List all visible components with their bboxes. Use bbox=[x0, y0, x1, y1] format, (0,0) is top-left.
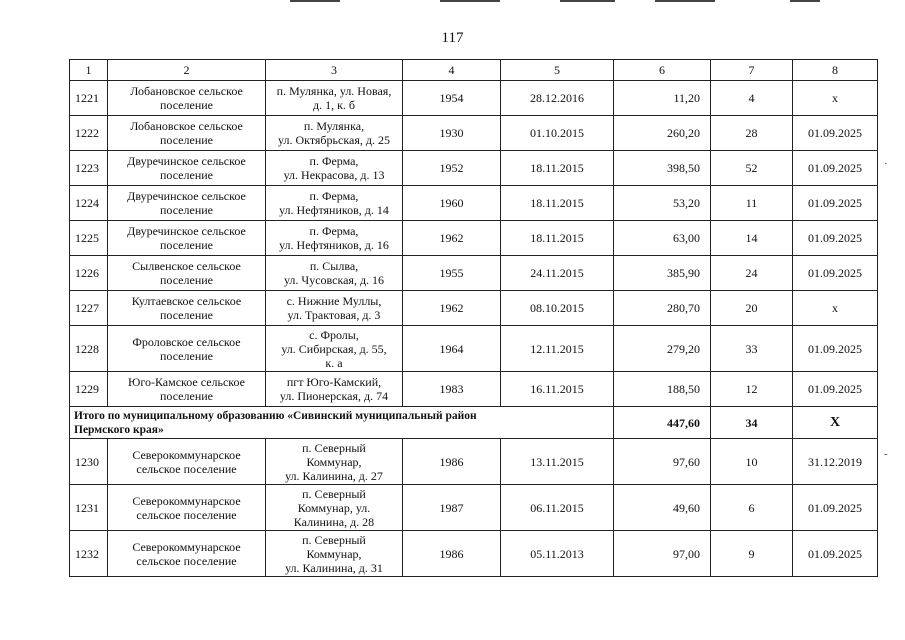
date: 16.11.2015 bbox=[501, 372, 614, 407]
top-rule-1 bbox=[290, 0, 340, 2]
settlement-name bbox=[108, 81, 266, 116]
count: 28 bbox=[711, 116, 793, 151]
row-number: 1228 bbox=[70, 326, 108, 372]
column-header: 1 bbox=[70, 60, 108, 81]
address-line: ул. Пионерская, д. 74 bbox=[279, 389, 389, 403]
address-line: ул. Некрасова, д. 13 bbox=[283, 168, 385, 182]
address bbox=[266, 531, 403, 577]
address-line: п. Ферма, bbox=[309, 189, 359, 203]
row-number: 1225 bbox=[70, 221, 108, 256]
address-line: п. Ферма, bbox=[309, 154, 359, 168]
table-row bbox=[70, 81, 878, 116]
count: 4 bbox=[711, 81, 793, 116]
address bbox=[266, 256, 403, 291]
settlement-name-line: сельское поселение bbox=[136, 553, 237, 568]
area: 11,20 bbox=[614, 81, 711, 116]
settlement-name-line: Двуречинское сельское bbox=[127, 154, 246, 168]
year: 1952 bbox=[403, 151, 501, 186]
settlement-name-line: поселение bbox=[159, 133, 213, 147]
date: 28.12.2016 bbox=[501, 81, 614, 116]
deadline: 01.09.2025 bbox=[793, 256, 878, 291]
total-label-line: Пермского края» bbox=[74, 423, 164, 436]
settlement-name-line: Сылвенское сельское bbox=[132, 259, 241, 273]
row-number: 1224 bbox=[70, 186, 108, 221]
deadline: 01.09.2025 bbox=[793, 151, 878, 186]
settlement-name-line: Двуречинское сельское bbox=[127, 224, 246, 238]
deadline: 01.09.2025 bbox=[793, 531, 878, 577]
column-header: 6 bbox=[614, 60, 711, 81]
date: 08.10.2015 bbox=[501, 291, 614, 326]
row-number: 1232 bbox=[70, 531, 108, 577]
area: 53,20 bbox=[614, 186, 711, 221]
year: 1986 bbox=[403, 531, 501, 577]
column-header: 4 bbox=[403, 60, 501, 81]
address-line: с. Фролы, bbox=[309, 327, 359, 342]
table-row bbox=[70, 116, 878, 151]
count: 20 bbox=[711, 291, 793, 326]
table-row bbox=[70, 326, 878, 372]
table-row bbox=[70, 439, 878, 485]
deadline: 01.09.2025 bbox=[793, 326, 878, 372]
settlement-name-line: Фроловское сельское bbox=[132, 334, 241, 349]
count: 9 bbox=[711, 531, 793, 577]
year: 1954 bbox=[403, 81, 501, 116]
settlement-name bbox=[108, 291, 266, 326]
settlement-name bbox=[108, 186, 266, 221]
address-line: Коммунар, ул. bbox=[297, 500, 371, 515]
address-line: п. Ферма, bbox=[309, 224, 359, 238]
settlement-name-line: Юго-Камское сельское bbox=[127, 375, 246, 389]
settlement-name-line: Култаевское сельское bbox=[131, 294, 242, 308]
year: 1955 bbox=[403, 256, 501, 291]
settlement-name-line: Лобановское сельское bbox=[130, 119, 243, 133]
table-row bbox=[70, 186, 878, 221]
date: 01.10.2015 bbox=[501, 116, 614, 151]
area: 279,20 bbox=[614, 326, 711, 372]
settlement-name-line: Лобановское сельское bbox=[130, 84, 243, 98]
address-line: пгт Юго-Камский, bbox=[286, 375, 382, 389]
settlement-name-line: сельское поселение bbox=[136, 507, 237, 522]
deadline: 01.09.2025 bbox=[793, 186, 878, 221]
total-label bbox=[70, 407, 614, 439]
address-line: п. Северный bbox=[302, 532, 366, 547]
settlement-name bbox=[108, 116, 266, 151]
row-number: 1230 bbox=[70, 439, 108, 485]
address-line: п. Северный bbox=[302, 486, 366, 501]
settlement-name-line: поселение bbox=[159, 389, 213, 403]
address-line: к. а bbox=[325, 355, 343, 370]
year: 1930 bbox=[403, 116, 501, 151]
settlement-name-line: Северокоммунарское bbox=[132, 493, 241, 508]
address-line: Калинина, д. 28 bbox=[293, 514, 375, 529]
top-rule-3 bbox=[560, 0, 615, 2]
year: 1962 bbox=[403, 291, 501, 326]
settlement-name bbox=[108, 531, 266, 577]
total-count: 34 bbox=[711, 407, 793, 439]
count: 33 bbox=[711, 326, 793, 372]
settlement-name-line: Двуречинское сельское bbox=[127, 189, 246, 203]
address bbox=[266, 291, 403, 326]
address bbox=[266, 151, 403, 186]
address bbox=[266, 372, 403, 407]
deadline: 01.09.2025 bbox=[793, 372, 878, 407]
top-rule-5 bbox=[790, 0, 820, 2]
date: 12.11.2015 bbox=[501, 326, 614, 372]
year: 1964 bbox=[403, 326, 501, 372]
address-line: ул. Калинина, д. 27 bbox=[285, 468, 383, 483]
area: 97,00 bbox=[614, 531, 711, 577]
date: 18.11.2015 bbox=[501, 221, 614, 256]
address bbox=[266, 326, 403, 372]
deadline: 01.09.2025 bbox=[793, 221, 878, 256]
year: 1986 bbox=[403, 439, 501, 485]
deadline: 31.12.2019 bbox=[793, 439, 878, 485]
settlement-name-line: поселение bbox=[159, 203, 213, 217]
row-number: 1221 bbox=[70, 81, 108, 116]
settlement-name-line: Северокоммунарское bbox=[132, 447, 241, 462]
table-row bbox=[70, 372, 878, 407]
date: 18.11.2015 bbox=[501, 186, 614, 221]
table-row bbox=[70, 256, 878, 291]
column-header: 3 bbox=[266, 60, 403, 81]
address-line: ул. Нефтяников, д. 14 bbox=[279, 203, 389, 217]
area: 49,60 bbox=[614, 485, 711, 531]
column-header: 8 bbox=[793, 60, 878, 81]
address-line: п. Сылва, bbox=[309, 259, 359, 273]
row-number: 1227 bbox=[70, 291, 108, 326]
total-deadline: X bbox=[793, 407, 878, 439]
year: 1962 bbox=[403, 221, 501, 256]
count: 52 bbox=[711, 151, 793, 186]
settlement-name-line: поселение bbox=[159, 98, 213, 112]
address-line: Коммунар, bbox=[306, 454, 362, 469]
settlement-name bbox=[108, 326, 266, 372]
count: 24 bbox=[711, 256, 793, 291]
row-number: 1229 bbox=[70, 372, 108, 407]
address-line: ул. Калинина, д. 31 bbox=[285, 560, 383, 575]
address-line: п. Северный bbox=[302, 440, 366, 455]
deadline: 01.09.2025 bbox=[793, 485, 878, 531]
registry-table bbox=[69, 59, 878, 577]
row-number: 1231 bbox=[70, 485, 108, 531]
total-row bbox=[70, 407, 878, 439]
area: 97,60 bbox=[614, 439, 711, 485]
area: 385,90 bbox=[614, 256, 711, 291]
address-line: ул. Трактовая, д. 3 bbox=[287, 308, 381, 322]
table-row bbox=[70, 531, 878, 577]
address bbox=[266, 439, 403, 485]
count: 12 bbox=[711, 372, 793, 407]
count: 6 bbox=[711, 485, 793, 531]
settlement-name-line: поселение bbox=[159, 273, 213, 287]
area: 260,20 bbox=[614, 116, 711, 151]
address-line: ул. Нефтяников, д. 16 bbox=[279, 238, 389, 252]
settlement-name-line: поселение bbox=[159, 238, 213, 252]
settlement-name bbox=[108, 221, 266, 256]
row-number: 1223 bbox=[70, 151, 108, 186]
table-row bbox=[70, 291, 878, 326]
settlement-name bbox=[108, 485, 266, 531]
address-line: п. Мулянка, ул. Новая, bbox=[276, 84, 392, 98]
address-line: д. 1, к. б bbox=[312, 98, 356, 112]
address-line: Коммунар, bbox=[306, 546, 362, 561]
settlement-name bbox=[108, 372, 266, 407]
settlement-name bbox=[108, 256, 266, 291]
settlement-name-line: поселение bbox=[159, 308, 213, 322]
count: 14 bbox=[711, 221, 793, 256]
address bbox=[266, 81, 403, 116]
date: 05.11.2013 bbox=[501, 531, 614, 577]
area: 63,00 bbox=[614, 221, 711, 256]
year: 1983 bbox=[403, 372, 501, 407]
deadline: x bbox=[793, 81, 878, 116]
address bbox=[266, 221, 403, 256]
address-line: п. Мулянка, bbox=[303, 119, 365, 133]
address bbox=[266, 116, 403, 151]
settlement-name bbox=[108, 439, 266, 485]
count: 10 bbox=[711, 439, 793, 485]
column-header: 7 bbox=[711, 60, 793, 81]
date: 06.11.2015 bbox=[501, 485, 614, 531]
table-row bbox=[70, 151, 878, 186]
margin-mark: · bbox=[884, 158, 888, 170]
area: 398,50 bbox=[614, 151, 711, 186]
address-line: с. Нижние Муллы, bbox=[286, 294, 382, 308]
settlement-name-line: сельское поселение bbox=[136, 461, 237, 476]
settlement-name-line: поселение bbox=[159, 168, 213, 182]
top-rule-2 bbox=[440, 0, 500, 2]
table-row bbox=[70, 221, 878, 256]
settlement-name-line: поселение bbox=[159, 348, 213, 363]
deadline: 01.09.2025 bbox=[793, 116, 878, 151]
header-row bbox=[70, 60, 878, 81]
column-header: 2 bbox=[108, 60, 266, 81]
top-rule-4 bbox=[655, 0, 715, 2]
date: 18.11.2015 bbox=[501, 151, 614, 186]
address-line: ул. Сибирская, д. 55, bbox=[281, 341, 387, 356]
date: 24.11.2015 bbox=[501, 256, 614, 291]
deadline: x bbox=[793, 291, 878, 326]
address bbox=[266, 485, 403, 531]
margin-mark: - bbox=[884, 448, 888, 460]
row-number: 1226 bbox=[70, 256, 108, 291]
settlement-name bbox=[108, 151, 266, 186]
count: 11 bbox=[711, 186, 793, 221]
address-line: ул. Чусовская, д. 16 bbox=[283, 273, 385, 287]
address bbox=[266, 186, 403, 221]
date: 13.11.2015 bbox=[501, 439, 614, 485]
table-row bbox=[70, 485, 878, 531]
page-number: 117 bbox=[441, 30, 464, 46]
column-header: 5 bbox=[501, 60, 614, 81]
area: 280,70 bbox=[614, 291, 711, 326]
settlement-name-line: Северокоммунарское bbox=[132, 539, 241, 554]
row-number: 1222 bbox=[70, 116, 108, 151]
year: 1987 bbox=[403, 485, 501, 531]
area: 188,50 bbox=[614, 372, 711, 407]
address-line: ул. Октябрьская, д. 25 bbox=[278, 133, 390, 147]
year: 1960 bbox=[403, 186, 501, 221]
total-label-line: Итого по муниципальному образованию «Сивинский муниципальный район bbox=[74, 409, 477, 422]
total-area: 447,60 bbox=[614, 407, 711, 439]
